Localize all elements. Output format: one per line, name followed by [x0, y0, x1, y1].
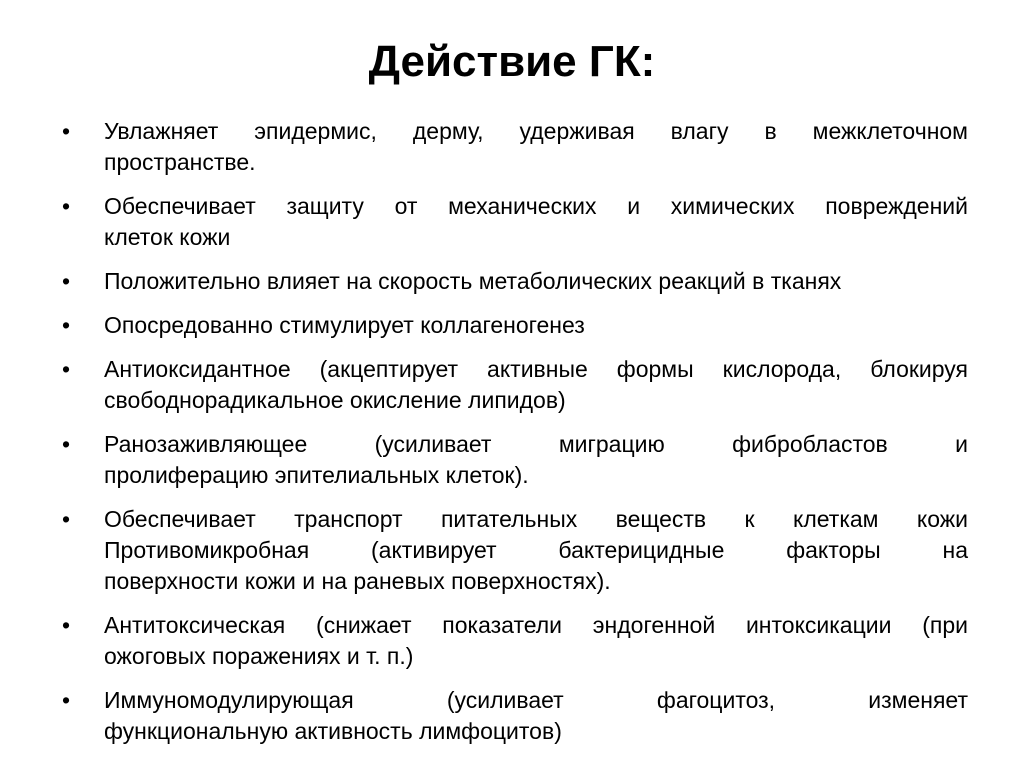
- bullet-line: Увлажняет эпидермис, дерму, удерживая влагу в межклеточном: [104, 118, 968, 144]
- bullet-text: [104, 191, 968, 253]
- bullet-item: [62, 504, 968, 597]
- bullet-line: Антиоксидантное (акцептирует активные формы кислорода, блокируя: [104, 356, 968, 382]
- bullet-dot-icon: •: [62, 431, 71, 457]
- bullet-line: Обеспечивает транспорт питательных веществ к клеткам кожи: [104, 506, 968, 532]
- bullet-line: пространстве.: [104, 149, 256, 175]
- bullet-text: [104, 429, 968, 491]
- bullet-item: [62, 116, 968, 178]
- bullet-dot-icon: •: [62, 312, 71, 338]
- bullet-line: клеток кожи: [104, 224, 231, 250]
- bullet-list: [62, 116, 968, 760]
- bullet-text: [104, 354, 968, 416]
- bullet-dot-icon: •: [62, 687, 71, 713]
- bullet-line: свободнорадикальное окисление липидов): [104, 387, 566, 413]
- bullet-line: пролиферацию эпителиальных клеток).: [104, 462, 529, 488]
- bullet-text: [104, 504, 968, 597]
- bullet-text: [104, 266, 968, 297]
- bullet-line: Положительно влияет на скорость метаболических реакций в тканях: [104, 268, 842, 294]
- bullet-dot-icon: •: [62, 356, 71, 382]
- bullet-text: [104, 310, 968, 341]
- bullet-dot-icon: •: [62, 506, 71, 532]
- bullet-item: [62, 310, 968, 341]
- bullet-item: [62, 266, 968, 297]
- bullet-line: Ранозаживляющее (усиливает миграцию фибробластов и: [104, 431, 968, 457]
- bullet-line: Иммуномодулирующая (усиливает фагоцитоз, изменяет: [104, 687, 968, 713]
- bullet-item: [62, 685, 968, 747]
- bullet-dot-icon: •: [62, 268, 71, 294]
- bullet-line: функциональную активность лимфоцитов): [104, 718, 562, 744]
- slide-title: Действие ГК:: [368, 37, 656, 86]
- bullet-line: Опосредованно стимулирует коллагеногенез: [104, 312, 585, 338]
- bullet-line: Антитоксическая (снижает показатели эндогенной интоксикации (при: [104, 612, 968, 638]
- bullet-text: [104, 610, 968, 672]
- bullet-item: [62, 610, 968, 672]
- bullet-dot-icon: •: [62, 612, 71, 638]
- bullet-dot-icon: •: [62, 193, 71, 219]
- bullet-dot-icon: •: [62, 118, 71, 144]
- bullet-text: [104, 116, 968, 178]
- bullet-line: Противомикробная (активирует бактерицидные факторы на: [104, 537, 968, 563]
- bullet-item: [62, 191, 968, 253]
- bullet-line: ожоговых поражениях и т. п.): [104, 643, 414, 669]
- bullet-item: [62, 429, 968, 491]
- bullet-item: [62, 354, 968, 416]
- bullet-line: поверхности кожи и на раневых поверхностях).: [104, 568, 611, 594]
- bullet-line: Обеспечивает защиту от механических и химических повреждений: [104, 193, 968, 219]
- bullet-text: [104, 685, 968, 747]
